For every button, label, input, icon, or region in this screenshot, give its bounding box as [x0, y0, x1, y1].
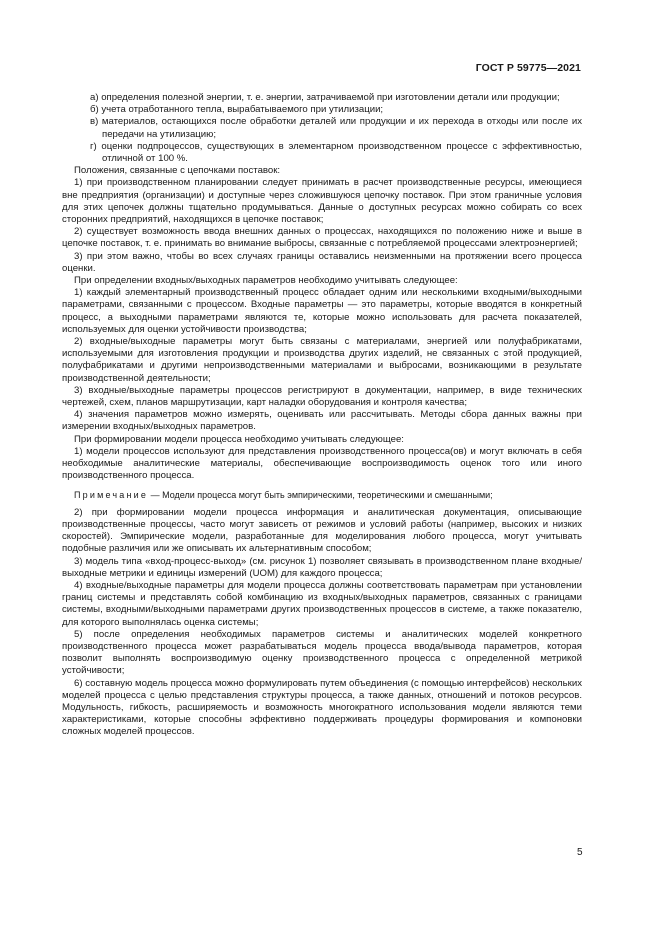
note-dash: — — [148, 489, 163, 500]
paragraph: 3) модель типа «вход-процесс-выход» (см. рисунок 1) позволяет связывать в производственном плане входные/выходные метрики и единицы измерений (UOM) для каждого процесса; — [62, 555, 582, 579]
paragraph: б) учета отработанного тепла, вырабатываемого при утилизации; — [90, 104, 384, 116]
note-label: Примечание — [74, 489, 149, 500]
paragraph: 1) каждый элементарный производственный процесс обладает одним или несколькими входными/выходными параметрами, связанными с процессом. Входные параметры — это параметры, которые вводятся в конкретный процесс, а выходными параметрами являются те, которые можно использовать для расчета показателей, используемых для оценки устойчивости производства; — [62, 287, 582, 335]
paragraph: 5) после определения необходимых параметров системы и аналитических моделей конкретного производственного процесса может разрабатываться модель процесса ввода/вывода параметров, которая позволит выполнять воспроизводимую оценку производственного процесса с определенной метрикой устойчивости; — [62, 628, 582, 677]
paragraph: 1) при производственном планировании следует принимать в расчет производственные ресурсы, имеющиеся вне предприятия (организации) и доступные через сложившуюся цепочку поставок. При этом граничные условия для этих цепочек должны тщательно продумываться. Данные о доступных ресурсах можно собирать со всех сторонних предприятий, находящихся в цепочке поставок; — [62, 177, 582, 226]
paragraph: При формировании модели процесса необходимо учитывать следующее: — [74, 433, 404, 445]
document-header: ГОСТ Р 59775—2021 — [475, 62, 581, 74]
note-text: Модели процесса могут быть эмпирическими, теоретическими и смешанными; — [162, 489, 493, 500]
paragraph: 4) значения параметров можно измерять, оценивать или рассчитывать. Методы сбора данных важны при измерении входных/выходных параметров. — [62, 409, 582, 433]
page-number: 5 — [577, 847, 583, 858]
paragraph: 4) входные/выходные параметры для модели процесса должны соответствовать параметрам при установлении границ системы и представлять собой комбинацию из входных/выходных параметров, связанных с границами системы, входными/выходными параметрами других производственных процессов в системе, а также показателю, для которого выполнялась оценка системы; — [62, 579, 582, 628]
paragraph: 6) составную модель процесса можно формулировать путем объединения (с помощью интерфейсов) нескольких моделей процесса с целью представления структуры процесса, а также данных, отношений и потоков ресурсов. Модульность, гибкость, расширяемость и возможность многократного использования модели являются теми характеристиками, которые способны эффективно поддерживать процедуры формирования и компоновки сложных моделей процессов. — [62, 677, 582, 738]
document-body — [62, 92, 582, 739]
paragraph: Положения, связанные с цепочками поставок: — [74, 165, 281, 177]
paragraph: 2) существует возможность ввода внешних данных о процессах, находящихся по положению ниже и выше в цепочке поставок, т. е. принимать во внимание выбросы, связанные с потребляемой процессами электроэнергией; — [62, 226, 582, 250]
paragraph: 3) при этом важно, чтобы во всех случаях границы оставались неизменными на протяжении всего процесса оценки. — [62, 250, 582, 274]
paragraph: в) материалов, остающихся после обработки деталей или продукции и их перехода в отходы или после их передачи на утилизацию; — [90, 116, 582, 140]
note — [62, 489, 582, 501]
paragraph: При определении входных/выходных параметров необходимо учитывать следующее: — [74, 275, 458, 287]
paragraph: 1) модели процессов используют для представления производственного процесса(ов) и могут включать в себя необходимые аналитические материалы, обеспечивающие воспроизводимость оценок того или иного производственного процесса. — [62, 445, 582, 482]
paragraph: 2) входные/выходные параметры могут быть связаны с материалами, энергией или полуфабрикатами, используемыми для изготовления продукции и производства других изделий, не связанных с этой продукцией, полуфабрикатами и другими непроизводственными материалами и выбросами, возникающими в результате производственной деятельности; — [62, 336, 582, 384]
paragraph: а) определения полезной энергии, т. е. энергии, затрачиваемой при изготовлении детали или продукции; — [90, 92, 560, 103]
paragraph: г) оценки подпроцессов, существующих в элементарном производственном процессе с эффективностью, отличной от 100 %. — [90, 140, 582, 165]
text-block-1 — [62, 92, 582, 483]
paragraph: 2) при формировании модели процесса информация и аналитическая документация, описывающие производственные процессы, часто могут зависеть от режимов и условий работы (например, высоких и низких скоростей). Эмпирические модели, разработанные для моделирования любого процесса, могут учитывать подобные различия или же описывать их альтернативным способом; — [62, 506, 582, 555]
text-block-2 — [62, 507, 582, 739]
paragraph: 3) входные/выходные параметры процессов регистрируют в документации, например, в виде технических чертежей, схем, планов маршрутизации, карт наладки оборудования и контроля качества; — [62, 384, 582, 409]
